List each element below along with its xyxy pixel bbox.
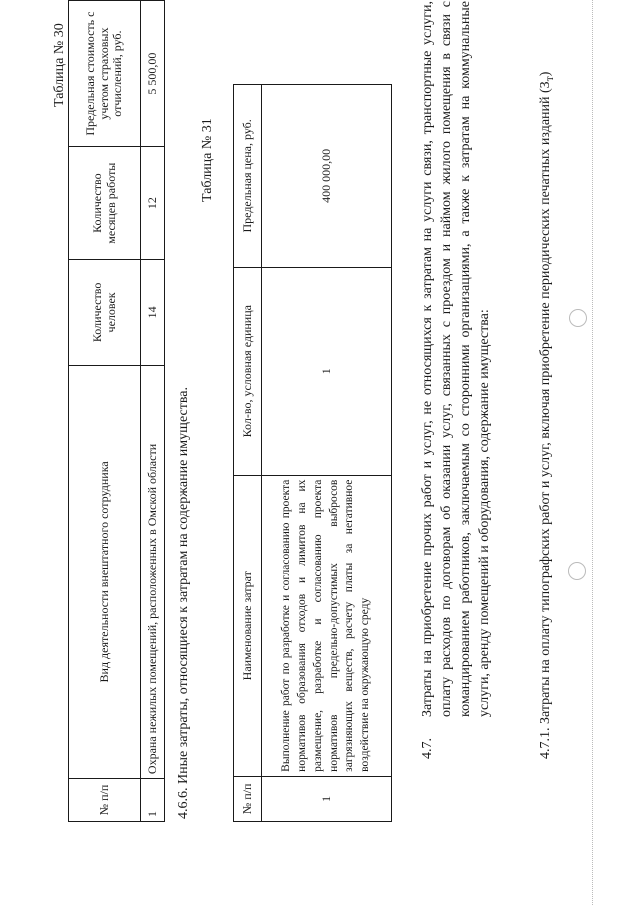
table30-cell-cost: 5 500,00 bbox=[141, 1, 165, 147]
table30-header-cost: Предельная стоимость с учетом страховых отчислений, руб. bbox=[69, 1, 141, 147]
table30-cell-num: 1 bbox=[141, 779, 165, 822]
punch-hole-mark bbox=[568, 562, 586, 580]
table30-header-num: № п/п bbox=[69, 779, 141, 822]
punch-hole-mark bbox=[569, 309, 587, 327]
table31-cell-qty: 1 bbox=[262, 267, 392, 475]
table31-cell-num: 1 bbox=[262, 776, 392, 821]
section-4-6-6-title: 4.6.6. Иные затраты, относящиеся к затратам на содержание имущества. bbox=[176, 387, 191, 819]
section-4-7-1 bbox=[536, 1, 558, 759]
table30-header-activity: Вид деятельности внештатного сотрудника bbox=[69, 365, 141, 778]
table31-header-price: Предельная цена, руб. bbox=[234, 85, 262, 268]
table30-header-months: Количество месяцев работы bbox=[69, 147, 141, 260]
section-4-7-text: Затраты на приобретение прочих работ и услуг, не относящихся к затратам на услуги связи, транспортные услуги, оплату расходов по договорам об оказании услуг, связанных с проездом и наймом жилого помещения в связи с командированием работников, заключаемым со сторонними организациями, а также к затратам на коммунальные услуги, аренду помещений и оборудования, содержание имущества: bbox=[420, 1, 493, 717]
table30-header-people: Количество человек bbox=[69, 260, 141, 366]
table-row bbox=[141, 1, 165, 822]
table30-cell-activity: Охрана нежилых помещений, расположенных в Омской области bbox=[141, 365, 165, 778]
table31-cell-price: 400 000,00 bbox=[262, 85, 392, 268]
table-row bbox=[262, 85, 392, 822]
table31 bbox=[233, 84, 392, 822]
section-4-7-number: 4.7. bbox=[420, 738, 435, 759]
table31-header-num: № п/п bbox=[234, 776, 262, 821]
table31-header-qty: Кол-во, условная единица bbox=[234, 267, 262, 475]
section-4-7-1-text: 4.7.1. Затраты на оплату типографских работ и услуг, включая приобретение периодических печатных изданий bbox=[538, 96, 553, 759]
table30 bbox=[68, 0, 165, 822]
table30-cell-months: 12 bbox=[141, 147, 165, 260]
table31-cell-name: Выполнение работ по разработке и согласованию проекта нормативов образования отходов и лимитов на их размещение, разработке и согласованию проекта нормативов предельно-допустимых выбросов загрязняющих веществ, расчету платы за негативное воздействие на окружающую среду bbox=[262, 475, 392, 776]
table31-caption: Таблица № 31 bbox=[200, 118, 215, 202]
table30-caption: Таблица № 30 bbox=[52, 23, 67, 107]
formula-symbol: $(З_т)$ bbox=[538, 71, 556, 93]
scan-edge-dots bbox=[592, 0, 593, 905]
table30-cell-people: 14 bbox=[141, 260, 165, 366]
table31-header-name: Наименование затрат bbox=[234, 475, 262, 776]
